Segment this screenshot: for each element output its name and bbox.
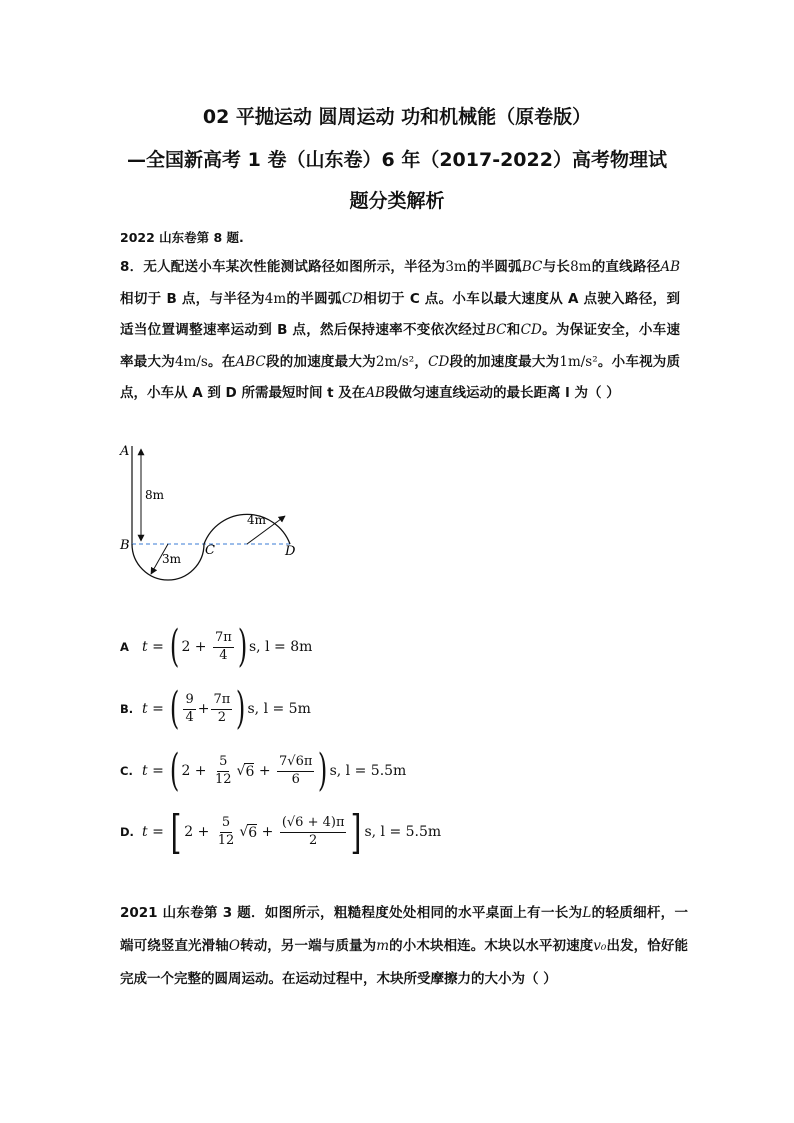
q8-accel-2: 1m/s² [559,353,598,370]
label-3m: 3m [162,552,182,566]
question-8-text [120,252,680,410]
q8-arc-bc: BC [521,259,543,275]
q8-segment-abc: ABC [235,353,266,370]
point-a-label: A [120,444,130,459]
option-c-formula: t = ( 2 + $\frac{5}{12}$ √ 6 + $\frac{7√6\pi}{6}$ ) s, l = 5.5m [142,745,407,796]
q2021-v0: v₀ [593,938,607,954]
label-8m: 8m [145,488,165,502]
q8-seg: 段的加速度最大为 [265,353,376,370]
question-8-source: 2022 山东卷第 8 题. [120,230,244,245]
q8-path-ab: AB [660,259,681,275]
point-c-label: C [205,543,215,558]
q2021-length-l: L [582,905,592,921]
q8-radius-small: 3m [445,259,467,275]
option-c-l: l = 5.5m [345,763,407,779]
q8-seg: 。在 [207,353,236,370]
option-c-label: C. [120,764,133,778]
q8-seg: 。小车视为质点，小车从 A 到 D 所需最短时间 t 及在 [120,353,681,402]
option-a-formula: t = ( 2 + $\frac{7\pi}{4}$ ) s, l = 8m [142,621,313,672]
q8-seg: 的直线路径 [591,259,661,275]
q8-seg: ， [414,353,429,370]
q8-seg: 的半圆弧 [466,259,522,275]
option-d[interactable] [120,802,441,862]
q2021-mass-m: m [376,938,390,954]
option-b[interactable] [120,679,311,739]
label-4m: 4m [247,513,267,527]
title-line-2: —全国新高考 1 卷（山东卷）6 年（2017-2022）高考物理试 [127,149,667,171]
q8-seg: 和 [506,322,521,339]
q8-seg: 相切于 C 点。小车以最大速度从 A 点驶入路径，到适当位置调整速率运动到 B 点，然后保持速率不变依次经过 [120,290,680,339]
q2021-seg: 的轻质细杆，一端可绕竖直光滑轴 [120,905,688,954]
q2021-axis-o: O [228,938,240,954]
option-b-formula: t = ( $\frac{9}{4}$ + $\frac{7\pi}{2}$ ) s, l = 5m [142,683,311,734]
q8-seg: 与长 [542,259,571,275]
question-2021-text [120,897,688,996]
q8-arc-bc: BC [485,322,507,339]
q8-seg: 。为保证安全，小车速率最大为 [120,322,681,370]
point-d-label: D [285,544,296,559]
option-b-l: l = 5m [263,701,311,717]
option-d-formula: t = [ 2 + $\frac{5}{12}$ √ 6 + $\frac{(√6 + 4)\pi}{2}$ ] s, l = 5.5m [142,805,442,859]
q8-length: 8m [570,259,592,275]
q2021-seg: 2021 山东卷第 3 题．如图所示，粗糙程度处处相同的水平桌面上有一长为 [120,905,583,921]
option-a[interactable] [120,617,312,677]
option-d-l: l = 5.5m [380,824,442,840]
q8-radius-big: 4m [264,290,287,307]
title-line-1: 02 平抛运动 圆周运动 功和机械能（原卷版） [202,106,592,128]
q8-arc-cd: CD [520,322,542,339]
path-diagram [112,440,312,585]
q8-seg: 相切于 B 点，与半径为 [120,290,265,307]
option-d-label: D. [120,825,134,839]
q8-seg: 段的加速度最大为 [449,353,560,370]
option-a-l: l = 8m [265,639,313,655]
point-b-label: B [120,538,130,553]
q2021-seg: 的小木块相连。木块以水平初速度 [389,938,594,954]
q2021-seg: 转动，另一端与质量为 [239,938,377,954]
option-c[interactable] [120,741,406,801]
q8-seg: 8．无人配送小车某次性能测试路径如图所示，半径为 [120,259,446,275]
q8-arc-cd: CD [341,290,363,307]
option-b-label: B. [120,702,134,716]
q8-seg: 段做匀速直线运动的最长距离 l 为（ ） [384,385,620,402]
q8-seg: 的半圆弧 [286,290,342,307]
q8-arc-cd: CD [428,353,450,370]
q8-path-ab: AB [365,385,385,402]
option-a-label: A [120,640,129,654]
q2021-seg: 出发，恰好能完成一个完整的圆周运动。在运动过程中，木块所受摩擦力的大小为（ ） [120,938,689,987]
q8-accel-1: 2m/s² [375,353,415,370]
title-line-3: 题分类解析 [349,190,445,212]
q8-vmax: 4m/s [174,353,208,370]
